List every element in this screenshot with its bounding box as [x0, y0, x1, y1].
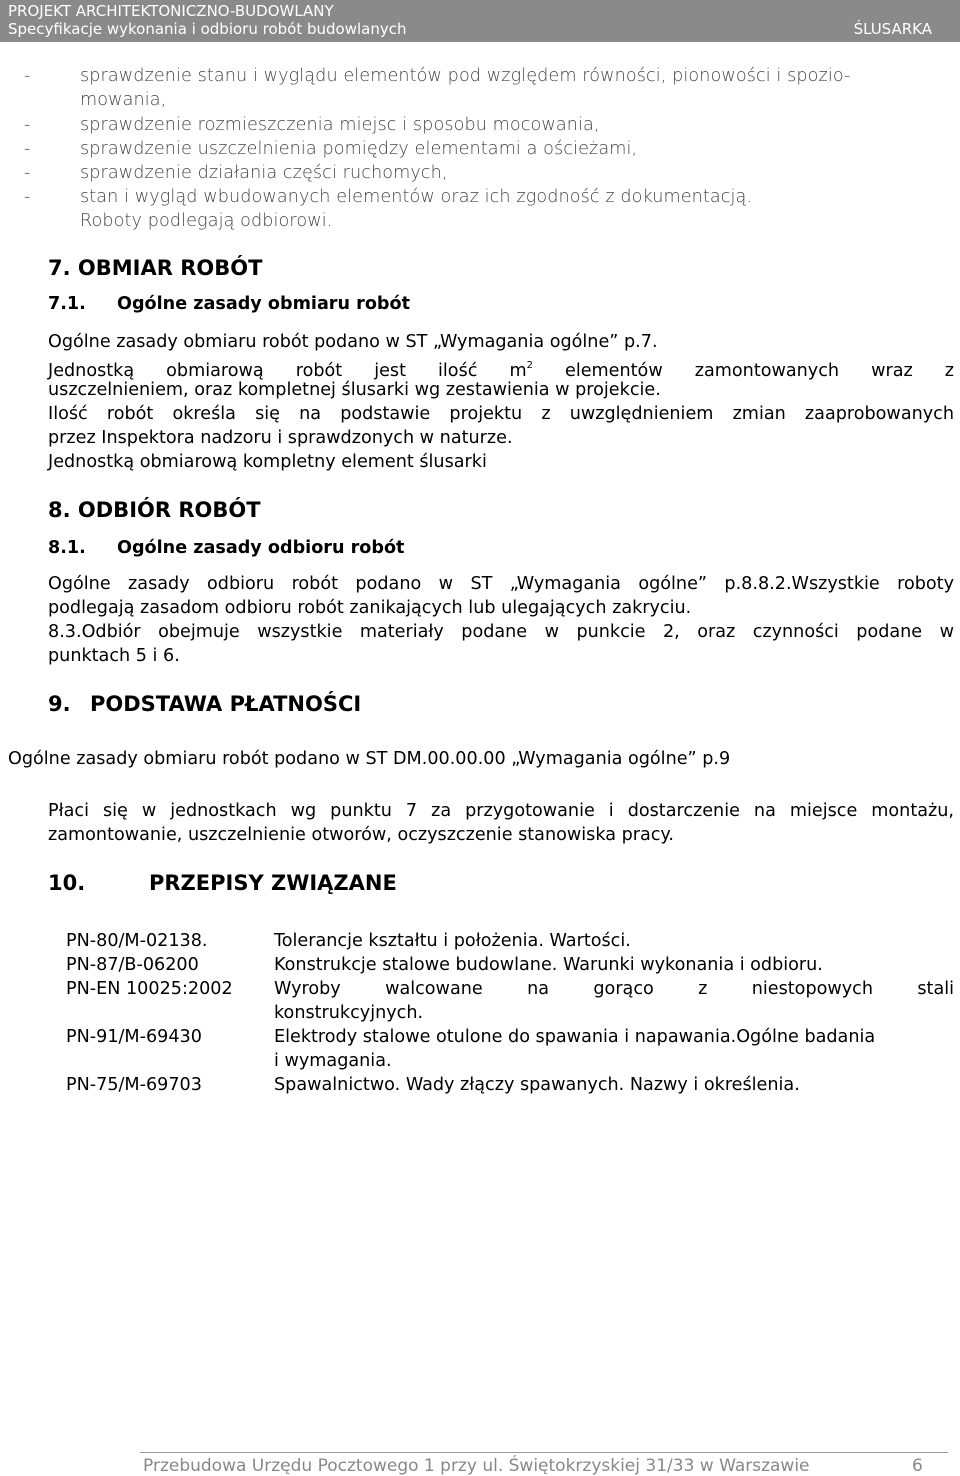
- section-8-1-title: Ogólne zasady odbioru robót: [117, 538, 405, 558]
- paragraph: punktach 5 i 6.: [48, 646, 180, 666]
- section-8-1-number: 8.1.: [48, 538, 86, 558]
- paragraph: zamontowanie, uszczelnienie otworów, oczyszczenie stanowiska pracy.: [48, 825, 674, 845]
- norm-code: PN-80/M-02138.: [66, 931, 208, 951]
- list-item: sprawdzenie uszczelnienia pomiędzy elementami a ościeżami,: [80, 139, 638, 159]
- paragraph: Ogólne zasady obmiaru robót podano w ST DM.00.00.00 „Wymagania ogólne” p.9: [8, 749, 731, 769]
- norm-code: PN-75/M-69703: [66, 1075, 202, 1095]
- page-number: 6: [912, 1456, 923, 1476]
- norm-code: PN-EN 10025:2002: [66, 979, 233, 999]
- list-item: stan i wygląd wbudowanych elementów oraz ich zgodność z dokumentacją.: [80, 187, 753, 207]
- list-dash: -: [24, 115, 31, 135]
- paragraph: Ogólne zasady odbioru robót podano w ST „Wymagania ogólne” p.8.8.2.Wszystkie roboty: [48, 574, 954, 594]
- list-item: mowania,: [80, 90, 167, 110]
- section-10-number: 10.: [48, 871, 86, 895]
- paragraph: Jednostką obmiarową kompletny element ślusarki: [48, 452, 487, 472]
- norm-code: PN-87/B-06200: [66, 955, 199, 975]
- list-dash: -: [24, 187, 31, 207]
- paragraph: 8.3.Odbiór obejmuje wszystkie materiały podane w punkcie 2, oraz czynności podane w: [48, 622, 954, 642]
- list-dash: -: [24, 163, 31, 183]
- section-8-heading: 8. ODBIÓR ROBÓT: [48, 498, 261, 522]
- list-item: Roboty podlegają odbiorowi.: [80, 211, 333, 231]
- list-item: sprawdzenie stanu i wyglądu elementów pod względem równości, pionowości i spozio-: [80, 66, 851, 86]
- norm-description-continued: konstrukcyjnych.: [274, 1003, 424, 1023]
- list-item: sprawdzenie działania części ruchomych,: [80, 163, 448, 183]
- header-section-name: ŚLUSARKA: [853, 20, 932, 38]
- section-10-heading: PRZEPISY ZWIĄZANE: [149, 871, 397, 895]
- section-9-heading: PODSTAWA PŁATNOŚCI: [90, 692, 362, 716]
- header-spec-title: Specyfikacje wykonania i odbioru robót budowlanych: [8, 20, 407, 38]
- paragraph: Ogólne zasady obmiaru robót podano w ST „Wymagania ogólne” p.7.: [48, 332, 658, 352]
- paragraph: Ilość robót określa się na podstawie projektu z uwzględnieniem zmian zaaprobowanych: [48, 404, 954, 424]
- paragraph: Płaci się w jednostkach wg punktu 7 za przygotowanie i dostarczenie na miejsce montażu,: [48, 801, 954, 821]
- paragraph: przez Inspektora nadzoru i sprawdzonych w naturze.: [48, 428, 513, 448]
- norm-description: Wyroby walcowane na gorąco z niestopowych stali: [274, 979, 954, 999]
- norm-code: PN-91/M-69430: [66, 1027, 202, 1047]
- section-7-1-title: Ogólne zasady obmiaru robót: [117, 294, 410, 314]
- norm-description: Spawalnictwo. Wady złączy spawanych. Nazwy i określenia.: [274, 1075, 800, 1095]
- norm-description: Elektrody stalowe otulone do spawania i napawania.Ogólne badania: [274, 1027, 876, 1047]
- header-project-title: PROJEKT ARCHITEKTONICZNO-BUDOWLANY: [8, 2, 334, 20]
- footer-divider: [140, 1452, 948, 1453]
- list-dash: -: [24, 66, 31, 86]
- footer-text: Przebudowa Urzędu Pocztowego 1 przy ul. Świętokrzyskiej 31/33 w Warszawie: [143, 1456, 810, 1476]
- page-header: [0, 0, 960, 42]
- paragraph: uszczelnieniem, oraz kompletnej ślusarki wg zestawienia w projekcie.: [48, 380, 661, 400]
- list-item: sprawdzenie rozmieszczenia miejsc i sposobu mocowania,: [80, 115, 600, 135]
- norm-description: Tolerancje kształtu i położenia. Wartości.: [274, 931, 631, 951]
- text-fragment: Jednostką obmiarową robót jest ilość m: [48, 361, 527, 381]
- norm-description-continued: i wymagania.: [274, 1051, 392, 1071]
- section-7-heading: 7. OBMIAR ROBÓT: [48, 256, 263, 280]
- list-dash: -: [24, 139, 31, 159]
- section-7-1-number: 7.1.: [48, 294, 86, 314]
- text-fragment: elementów zamontowanych wraz z: [532, 361, 954, 381]
- paragraph: podlegają zasadom odbioru robót zanikających lub ulegających zakryciu.: [48, 598, 692, 618]
- section-9-number: 9.: [48, 692, 71, 716]
- superscript: 2: [526, 360, 533, 371]
- norm-description: Konstrukcje stalowe budowlane. Warunki wykonania i odbioru.: [274, 955, 823, 975]
